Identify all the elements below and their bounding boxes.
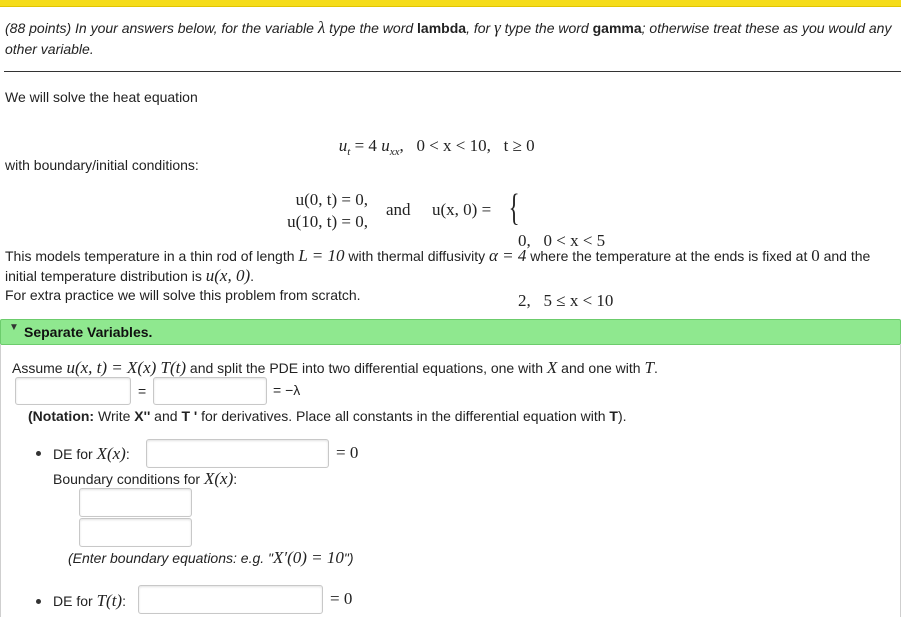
alpha-expr: α = 4 [488, 246, 527, 265]
description-text: with thermal diffusivity [344, 248, 489, 264]
notation-text [28, 408, 627, 424]
bc-x-input-1[interactable] [79, 488, 192, 517]
assume-text-part: and split the PDE into two differential equations, one with [186, 360, 547, 376]
practice-text: For extra practice we will solve this problem from scratch. [5, 287, 361, 303]
hint-text: ") [343, 550, 354, 566]
bullet [36, 599, 41, 604]
equals-zero: = 0 [330, 589, 353, 608]
math-X: X [546, 358, 558, 377]
description-text: and the [819, 248, 871, 264]
math-domain: , 0 < x < 10, t ≥ 0 [399, 136, 535, 155]
model-description [5, 246, 898, 286]
description-text: where the temperature at the ends is fixed at [526, 248, 812, 264]
colon: : [125, 446, 130, 462]
assume-text-part: and one with [557, 360, 645, 376]
de-t-input[interactable] [138, 585, 323, 614]
notation-x-second-derivative: X'' [134, 408, 151, 424]
separation-expr: u(x, t) = X(x) T(t) [66, 358, 187, 377]
notation-bold: (Notation: [28, 408, 95, 424]
math-sub: xx [389, 145, 400, 158]
instructions-text: type the word [325, 20, 418, 36]
instructions-text: type the word [500, 20, 593, 36]
neg-lambda-label: = −λ [273, 382, 301, 398]
assume-text-part: Assume [12, 360, 67, 376]
left-brace: { [508, 187, 520, 229]
math-eq: = 4 [350, 136, 382, 155]
length-expr: L = 10 [298, 246, 345, 265]
word-gamma: gamma [592, 20, 642, 36]
assume-text-part: . [653, 360, 658, 376]
de-label-text: DE for [53, 446, 97, 462]
de-x-label [53, 444, 130, 464]
zero-value: 0 [811, 246, 820, 265]
divider [4, 71, 901, 72]
case-1: 0, 0 < x < 5 [518, 231, 606, 250]
math-T-of-t: T(t) [96, 591, 123, 610]
de-x-input[interactable] [146, 439, 329, 468]
notation-t-derivative: T ' [181, 408, 198, 424]
instructions-text: ; otherwise treat these as you would any other variable. [5, 20, 892, 57]
instructions-text: In your answers below, for the variable [71, 20, 318, 36]
notation-part: ). [617, 408, 627, 424]
notation-t: T [609, 408, 618, 424]
hint-text: (Enter boundary equations: e.g. " [68, 550, 273, 566]
problem-header-bar [0, 0, 901, 7]
description-text: . [250, 268, 255, 284]
and-word: and [386, 200, 411, 219]
de-label-text: DE for [53, 593, 97, 609]
math-u: u [338, 136, 348, 155]
notation-part: Write [94, 408, 135, 424]
word-lambda: lambda [417, 20, 467, 36]
collapse-arrow-icon[interactable]: ▼ [9, 322, 19, 333]
equals-sign: = [138, 383, 147, 399]
colon: : [233, 471, 238, 487]
math-X-of-x: X(x) [203, 469, 234, 488]
gamma-symbol: γ [494, 18, 501, 37]
separation-right-input[interactable] [153, 377, 267, 405]
instructions-text: , for [466, 20, 495, 36]
hint-example: X′(0) = 10 [273, 548, 344, 567]
assume-text [12, 358, 658, 378]
lambda-symbol: λ [317, 18, 326, 37]
notation-part: and [150, 408, 182, 424]
bc-x-input-2[interactable] [79, 518, 192, 547]
math-X-of-x: X(x) [96, 444, 126, 463]
colon: : [122, 593, 126, 609]
de-t-label [53, 591, 126, 611]
bc-intro-text: with boundary/initial conditions: [5, 157, 199, 173]
bc-left: u(0, t) = 0, [295, 190, 368, 209]
points-label: (88 points) [5, 20, 72, 36]
bc-label-text: Boundary conditions for [53, 471, 204, 487]
u-expr: u(x, 0) [205, 266, 251, 285]
description-text: initial temperature distribution is [5, 268, 206, 284]
notation-part: for derivatives. Place all constants in the differential equation with [197, 408, 610, 424]
bc-hint [68, 548, 354, 568]
initial-condition-lhs: u(x, 0) = [432, 200, 492, 219]
case-2: 2, 5 ≤ x < 10 [518, 291, 614, 310]
heat-equation [331, 120, 535, 158]
bullet [36, 451, 41, 456]
intro-text: We will solve the heat equation [5, 89, 198, 105]
equals-zero: = 0 [336, 443, 359, 462]
boundary-conditions [284, 189, 368, 233]
problem-instructions [5, 17, 898, 60]
math-u: u [381, 136, 390, 155]
bc-right: u(10, t) = 0, [287, 212, 368, 231]
section-title[interactable]: Separate Variables. [24, 324, 153, 340]
math-T: T [644, 358, 654, 377]
bc-x-label [53, 469, 237, 489]
math-sub: t [347, 145, 351, 158]
separation-left-input[interactable] [15, 377, 131, 405]
description-text: This models temperature in a thin rod of length [5, 248, 299, 264]
